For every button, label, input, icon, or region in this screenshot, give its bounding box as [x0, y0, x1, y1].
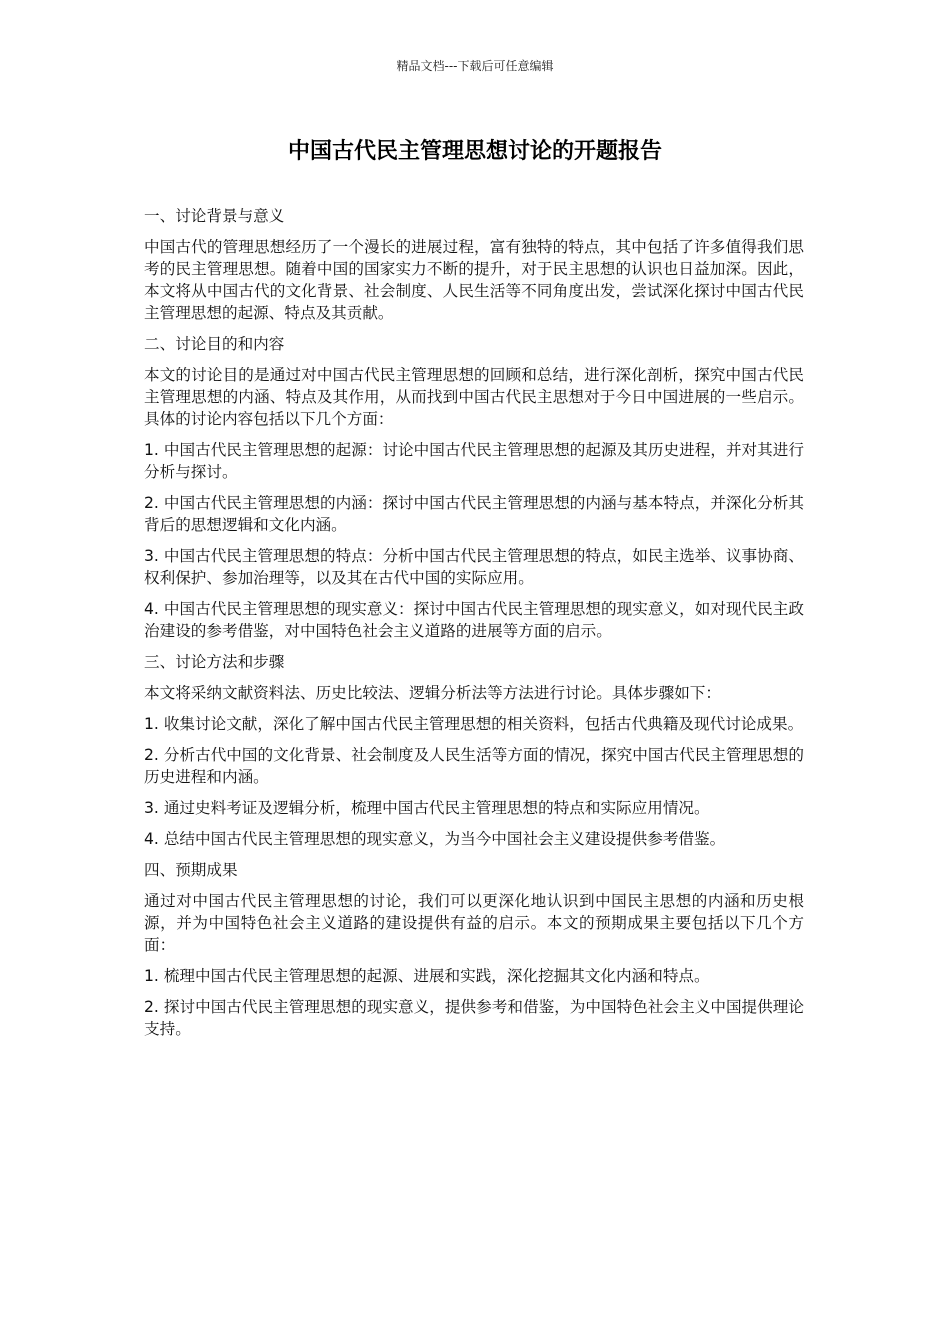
list-item-purpose-2: 2. 中国古代民主管理思想的内涵：探讨中国古代民主管理思想的内涵与基本特点，并深化分析其背后的思想逻辑和文化内涵。	[144, 494, 804, 534]
paragraph-background: 中国古代的管理思想经历了一个漫长的进展过程，富有独特的特点，其中包括了许多值得我们思考的民主管理思想。随着中国的国家实力不断的提升，对于民主思想的认识也日益加深。因此，本文将从中国古代的文化背景、社会制度、人民生活等不同角度出发，尝试深化探讨中国古代民主管理思想的起源、特点及其贡献。	[144, 238, 804, 322]
list-item-methods-1: 1. 收集讨论文献，深化了解中国古代民主管理思想的相关资料，包括古代典籍及现代讨论成果。	[144, 715, 804, 733]
paragraph-purpose: 本文的讨论目的是通过对中国古代民主管理思想的回顾和总结，进行深化剖析，探究中国古代民主管理思想的内涵、特点及其作用，从而找到中国古代民主思想对于今日中国进展的一些启示。具体的讨论内容包括以下几个方面：	[144, 366, 804, 428]
list-item-methods-4: 4. 总结中国古代民主管理思想的现实意义，为当今中国社会主义建设提供参考借鉴。	[144, 830, 726, 848]
list-item-purpose-1: 1. 中国古代民主管理思想的起源：讨论中国古代民主管理思想的起源及其历史进程，并对其进行分析与探讨。	[144, 441, 804, 481]
list-item-purpose-4: 4. 中国古代民主管理思想的现实意义：探讨中国古代民主管理思想的现实意义，如对现代民主政治建设的参考借鉴，对中国特色社会主义道路的进展等方面的启示。	[144, 600, 804, 640]
document-title: 中国古代民主管理思想讨论的开题报告	[287, 139, 662, 164]
section-heading-background: 一、讨论背景与意义	[144, 207, 285, 225]
list-item-methods-3: 3. 通过史料考证及逻辑分析，梳理中国古代民主管理思想的特点和实际应用情况。	[144, 799, 710, 817]
list-item-purpose-3: 3. 中国古代民主管理思想的特点：分析中国古代民主管理思想的特点，如民主选举、议事协商、权利保护、参加治理等，以及其在古代中国的实际应用。	[144, 547, 804, 587]
section-heading-purpose: 二、讨论目的和内容	[144, 335, 285, 353]
list-item-methods-2: 2. 分析古代中国的文化背景、社会制度及人民生活等方面的情况，探究中国古代民主管理思想的历史进程和内涵。	[144, 746, 804, 786]
section-heading-outcomes: 四、预期成果	[144, 861, 238, 879]
document-body	[144, 205, 804, 1049]
page-header: 精品文档---下载后可任意编辑	[396, 59, 554, 73]
section-heading-methods: 三、讨论方法和步骤	[144, 653, 285, 671]
paragraph-methods: 本文将采纳文献资料法、历史比较法、逻辑分析法等方法进行讨论。具体步骤如下：	[144, 684, 721, 702]
list-item-outcomes-1: 1. 梳理中国古代民主管理思想的起源、进展和实践，深化挖掘其文化内涵和特点。	[144, 967, 710, 985]
list-item-outcomes-2: 2. 探讨中国古代民主管理思想的现实意义，提供参考和借鉴，为中国特色社会主义中国提供理论支持。	[144, 998, 804, 1038]
paragraph-outcomes: 通过对中国古代民主管理思想的讨论，我们可以更深化地认识到中国民主思想的内涵和历史根源，并为中国特色社会主义道路的建设提供有益的启示。本文的预期成果主要包括以下几个方面：	[144, 892, 804, 954]
